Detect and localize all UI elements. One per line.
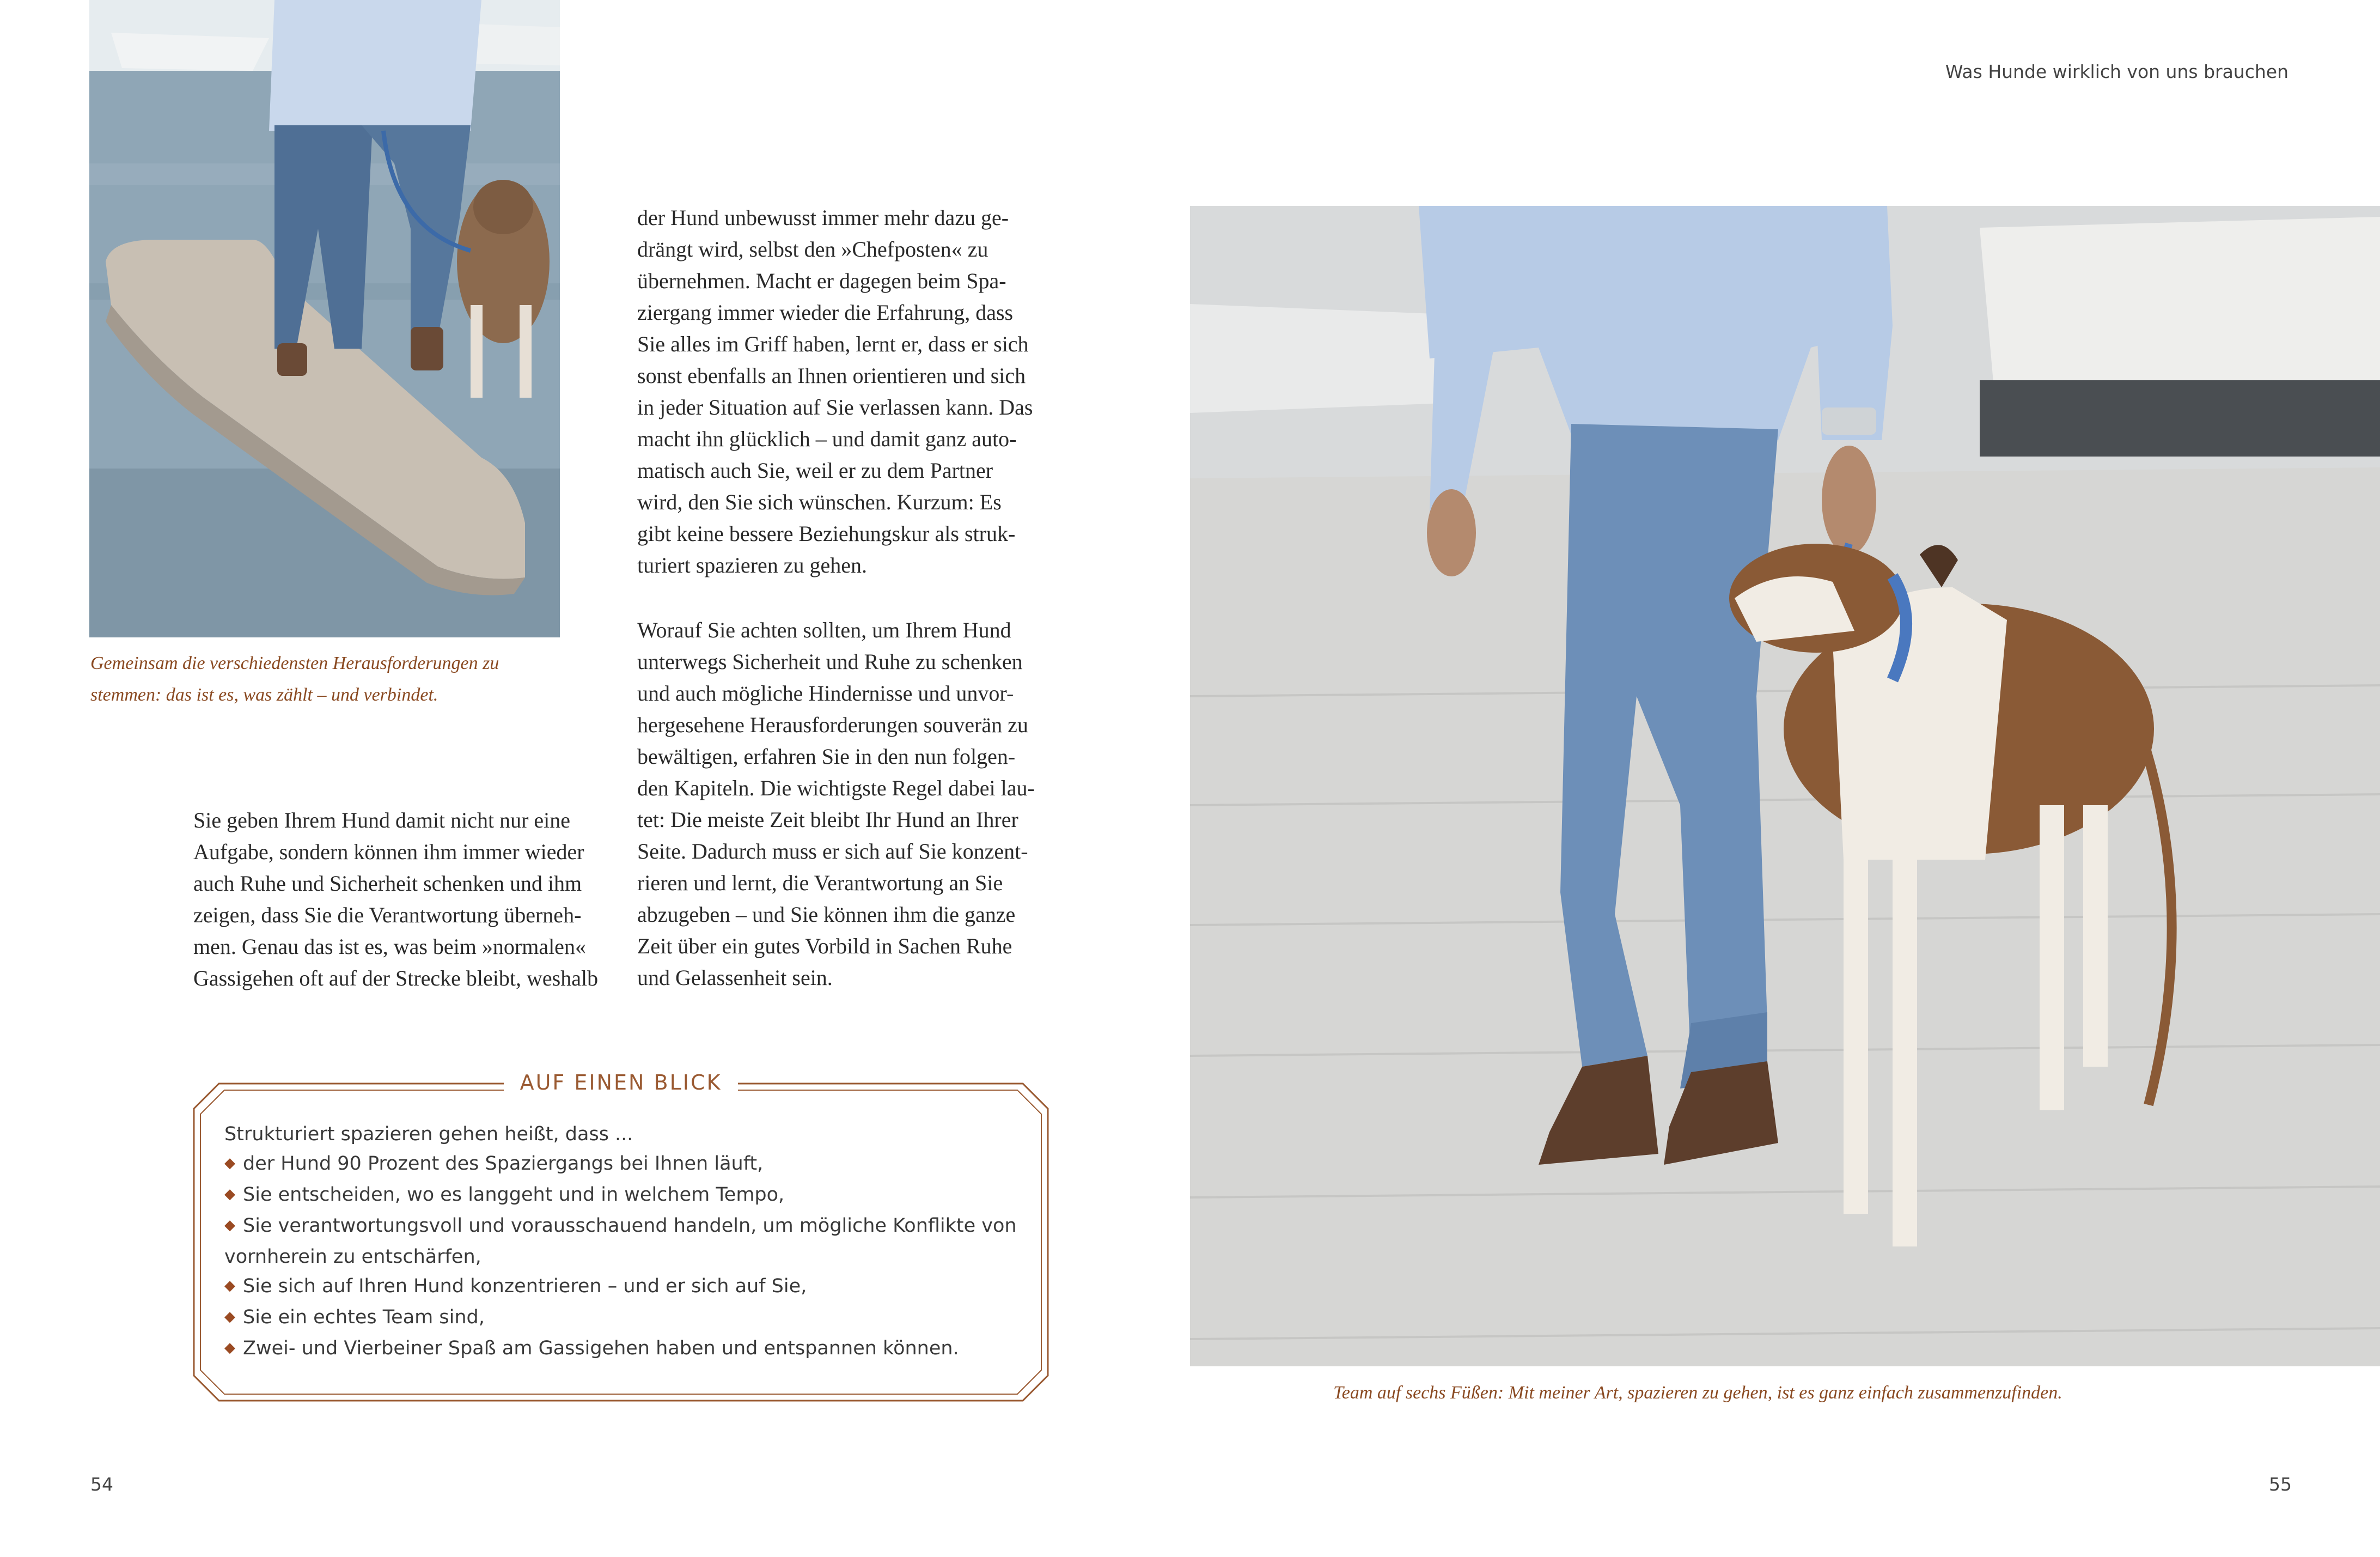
text-line: Zeit über ein gutes Vorbild in Sachen Ruhe xyxy=(637,934,1012,958)
list-item xyxy=(224,1180,1017,1211)
text-line: den Kapiteln. Die wichtigste Regel dabei lau- xyxy=(637,776,1035,800)
text-line: men. Genau das ist es, was beim »normalen« xyxy=(193,934,586,959)
list-item-text: Sie entscheiden, wo es langgeht und in welchem Tempo, xyxy=(243,1184,785,1206)
text-line: wird, den Sie sich wünschen. Kurzum: Es xyxy=(637,490,1002,514)
text-line: auch Ruhe und Sicherheit schenken und ihm xyxy=(193,871,582,896)
photo-man-greyhound-illustration xyxy=(1190,206,2380,1366)
text-line: hergesehene Herausforderungen souverän zu xyxy=(637,713,1028,737)
photo-man-dog-pier-illustration xyxy=(89,0,560,637)
list-item-text: Sie ein echtes Team sind, xyxy=(243,1306,485,1328)
text-line: ziergang immer wieder die Erfahrung, dass xyxy=(637,300,1014,325)
photo-caption-left xyxy=(90,648,581,711)
text-line: Seite. Dadurch muss er sich auf Sie konzent- xyxy=(637,839,1028,863)
text-line: gibt keine bessere Beziehungskur als struk- xyxy=(637,521,1016,546)
text-line: übernehmen. Macht er dagegen beim Spa- xyxy=(637,269,1006,293)
page-number-left: 54 xyxy=(90,1474,113,1495)
photo-caption-right: Team auf sechs Füßen: Mit meiner Art, spazieren zu gehen, ist es ganz einfach zusammenzufinden. xyxy=(1333,1383,2062,1403)
text-column-right-p2 xyxy=(637,615,1035,994)
caption-line: stemmen: das ist es, was zählt – und verbindet. xyxy=(90,685,438,705)
text-line: und auch mögliche Hindernisse und unvor- xyxy=(637,681,1014,705)
list-item-text: Sie verantwortungsvoll und vorausschauend handeln, um mögliche Konflikte von xyxy=(243,1215,1017,1237)
list-item xyxy=(224,1272,1017,1303)
photo-man-dog-pier xyxy=(89,0,560,637)
caption-line: Gemeinsam die verschiedensten Herausforderungen zu xyxy=(90,653,499,673)
running-header: Was Hunde wirklich von uns brauchen xyxy=(1945,61,2289,82)
text-line: zeigen, dass Sie die Verantwortung überneh- xyxy=(193,903,582,927)
bullet-icon: ◆ xyxy=(224,1278,235,1294)
text-line: der Hund unbewusst immer mehr dazu ge- xyxy=(637,205,1009,230)
info-box-title-wrap xyxy=(192,1071,1050,1094)
text-line: turiert spazieren zu gehen. xyxy=(637,553,868,577)
info-box-content xyxy=(224,1120,1017,1365)
text-column-right-p1 xyxy=(637,202,1033,581)
list-item-text: Sie sich auf Ihren Hund konzentrieren – und er sich auf Sie, xyxy=(243,1275,807,1297)
text-column-left xyxy=(193,805,598,994)
info-box-title: AUF EINEN BLICK xyxy=(504,1071,739,1094)
text-line: tet: Die meiste Zeit bleibt Ihr Hund an Ihrer xyxy=(637,807,1018,832)
bullet-icon: ◆ xyxy=(224,1340,235,1356)
text-line: Sie geben Ihrem Hund damit nicht nur eine xyxy=(193,808,571,832)
list-item xyxy=(224,1303,1017,1334)
text-line: in jeder Situation auf Sie verlassen kann. Das xyxy=(637,395,1033,419)
page-number-right: 55 xyxy=(2269,1474,2292,1495)
text-line: macht ihn glücklich – und damit ganz auto- xyxy=(637,427,1017,451)
text-line: Gassigehen oft auf der Strecke bleibt, weshalb xyxy=(193,966,599,990)
text-line: Worauf Sie achten sollten, um Ihrem Hund xyxy=(637,618,1011,642)
text-line: sonst ebenfalls an Ihnen orientieren und sich xyxy=(637,363,1026,388)
text-line: abzugeben – und Sie können ihm die ganze xyxy=(637,902,1016,927)
bullet-icon: ◆ xyxy=(224,1155,235,1171)
text-line: matisch auch Sie, weil er zu dem Partner xyxy=(637,458,993,483)
text-line: unterwegs Sicherheit und Ruhe zu schenken xyxy=(637,649,1023,674)
list-item xyxy=(224,1334,1017,1365)
text-line: Aufgabe, sondern können ihm immer wieder xyxy=(193,840,584,864)
list-item xyxy=(224,1211,1017,1242)
text-line: drängt wird, selbst den »Chefposten« zu xyxy=(637,237,988,261)
bullet-icon: ◆ xyxy=(224,1309,235,1325)
text-line: rieren und lernt, die Verantwortung an Sie xyxy=(637,871,1003,895)
list-item-continuation: vornherein zu entschärfen, xyxy=(224,1246,481,1268)
list-item-text: Zwei- und Vierbeiner Spaß am Gassigehen haben und entspannen können. xyxy=(243,1337,959,1359)
text-line: und Gelassenheit sein. xyxy=(637,965,833,990)
info-box-intro: Strukturiert spazieren gehen heißt, dass ... xyxy=(224,1123,633,1145)
text-line: Sie alles im Griff haben, lernt er, dass er sich xyxy=(637,332,1029,356)
bullet-icon: ◆ xyxy=(224,1186,235,1202)
photo-man-greyhound xyxy=(1190,206,2380,1366)
list-item xyxy=(224,1149,1017,1180)
list-item-text: der Hund 90 Prozent des Spaziergangs bei Ihnen läuft, xyxy=(243,1153,764,1175)
text-line: bewältigen, erfahren Sie in den nun folgen- xyxy=(637,744,1016,769)
bullet-icon: ◆ xyxy=(224,1217,235,1233)
